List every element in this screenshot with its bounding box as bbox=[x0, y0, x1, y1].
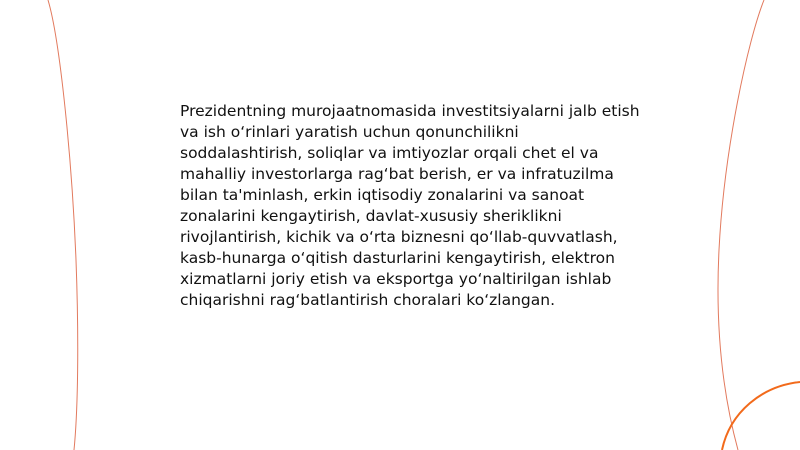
right-decorative-curve bbox=[718, 0, 764, 450]
slide-paragraph: Prezidentning murojaatnomasida investitsiyalarni jalb etish va ish o‘rinlari yaratish uchun qonunchilikni soddalashtirish, soliqlar va imtiyozlar orqali chet el va mahalliy investorlarga rag‘bat berish, er va infratuzilma bilan ta'minlash, erkin iqtisodiy zonalarini va sanoat zonalarini kengaytirish, davlat-xususiy sheriklikni rivojlantirish, kichik va o‘rta biznesni qo‘llab-quvvatlash, kasb-hunarga o‘qitish dasturlarini kengaytirish, elektron xizmatlarni joriy etish va eksportga yo‘naltirilgan ishlab chiqarishni rag‘batlantirish choralari ko‘zlangan. bbox=[180, 102, 640, 309]
orange-accent-arc bbox=[722, 382, 800, 450]
left-decorative-curve bbox=[48, 0, 78, 450]
